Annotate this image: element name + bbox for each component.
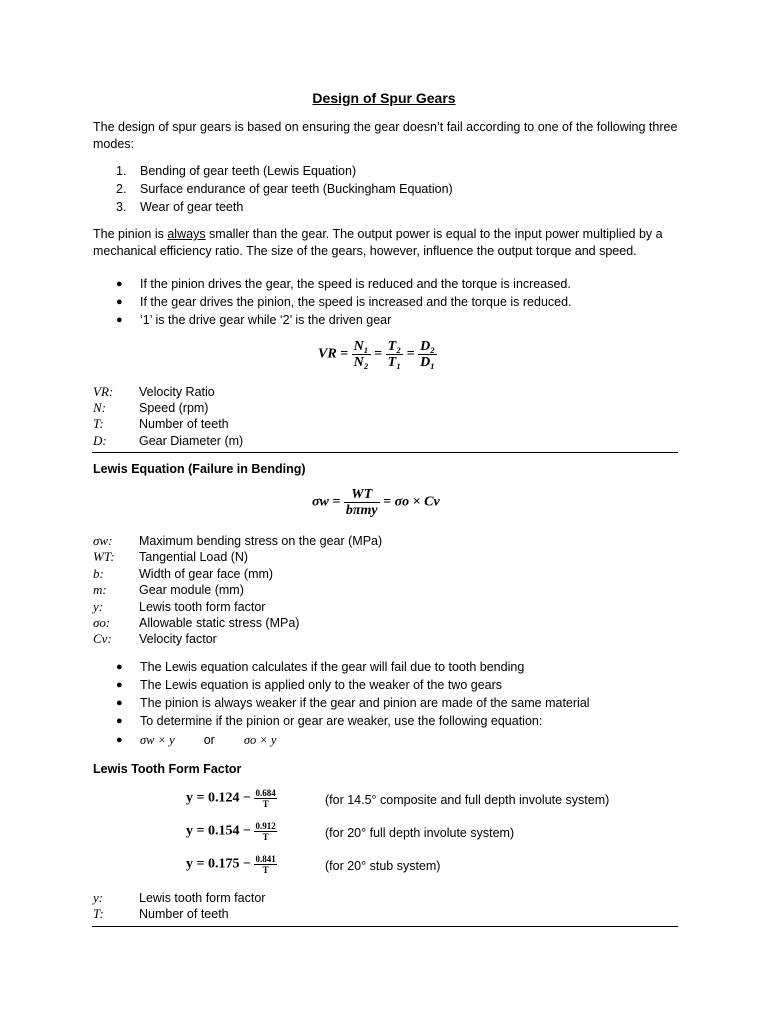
symbol: b: (93, 566, 104, 581)
list-item: 3. Wear of gear teeth (116, 200, 244, 214)
list-item: ● σw × y or σo × y (116, 733, 277, 747)
list-item: ● To determine if the pinion or gear are weaker, use the following equation: (116, 714, 543, 728)
list-item: ● The pinion is always weaker if the gear and pinion are made of the same material (116, 696, 590, 710)
equation-note: (for 20° stub system) (325, 859, 441, 873)
section-heading: Lewis Tooth Form Factor (93, 762, 242, 776)
intro-paragraph: The design of spur gears is based on ensuring the gear doesn’t fail according to one of the following three modes: (93, 120, 678, 151)
page-title: Design of Spur Gears (312, 90, 456, 106)
section-divider (92, 452, 678, 453)
symbol: T: (93, 906, 104, 921)
list-item: ● If the pinion drives the gear, the speed is reduced and the torque is increased. (116, 277, 571, 291)
symbol: T: (93, 416, 104, 431)
list-item: 2. Surface endurance of gear teeth (Buckingham Equation) (116, 182, 453, 196)
pinion-paragraph: The pinion is always smaller than the gear. The output power is equal to the input power multiplied by a mechanical efficiency ratio. The size of the gears, however, influence the output torque and speed. (93, 227, 663, 258)
symbol: σo: (93, 615, 111, 630)
section-divider (92, 926, 678, 927)
symbol: WT: (93, 549, 115, 564)
symbol: VR: (93, 384, 114, 399)
definition: Speed (rpm) (139, 401, 209, 415)
definition: Width of gear face (mm) (139, 567, 274, 581)
tooth-form-equation: y = 0.124 − $\frac{0.684}{T}$ (186, 788, 276, 809)
definition: Tangential Load (N) (139, 550, 249, 564)
definition: Allowable static stress (MPa) (139, 616, 300, 630)
section-heading: Lewis Equation (Failure in Bending) (93, 462, 306, 476)
definition: Gear Diameter (m) (139, 434, 244, 448)
equation-note: (for 20° full depth involute system) (325, 826, 515, 840)
symbol: y: (93, 599, 104, 614)
list-item: ● ‘1’ is the drive gear while ‘2’ is the driven gear (116, 313, 392, 327)
definition: Velocity Ratio (139, 385, 215, 399)
symbol: Cv: (93, 631, 112, 646)
symbol: m: (93, 582, 107, 597)
lewis-equation: σw = $\frac{WT}{\text{bπmy}}$ = σo × Cv (312, 487, 440, 518)
tooth-form-equation: y = 0.154 − $\frac{0.912}{T}$ (186, 821, 276, 842)
definition: Gear module (mm) (139, 583, 244, 597)
symbol: σw: (93, 533, 113, 548)
list-item: 1. Bending of gear teeth (Lewis Equation) (116, 164, 357, 178)
definition: Number of teeth (139, 907, 229, 921)
definition: Maximum bending stress on the gear (MPa) (139, 534, 383, 548)
symbol: D: (93, 433, 107, 448)
definition: Lewis tooth form factor (139, 891, 266, 905)
symbol: N: (93, 400, 106, 415)
definition: Lewis tooth form factor (139, 600, 266, 614)
tooth-form-equation: y = 0.175 − $\frac{0.841}{T}$ (186, 854, 276, 875)
velocity-ratio-equation: VR = $\frac{\text{N₁}}{\text{N₂}}$ = $\frac{\text{T₂}}{\text{T₁}}$ = $\frac{\text{D₂}}{\text{D₁}}$ (318, 339, 436, 370)
list-item: ● If the gear drives the pinion, the speed is increased and the torque is reduced. (116, 295, 572, 309)
definition: Velocity factor (139, 632, 217, 646)
list-item: ● The Lewis equation is applied only to the weaker of the two gears (116, 678, 503, 692)
definition: Number of teeth (139, 417, 229, 431)
equation-note: (for 14.5° composite and full depth involute system) (325, 793, 610, 807)
symbol: y: (93, 890, 104, 905)
list-item: ● The Lewis equation calculates if the gear will fail due to tooth bending (116, 660, 525, 674)
